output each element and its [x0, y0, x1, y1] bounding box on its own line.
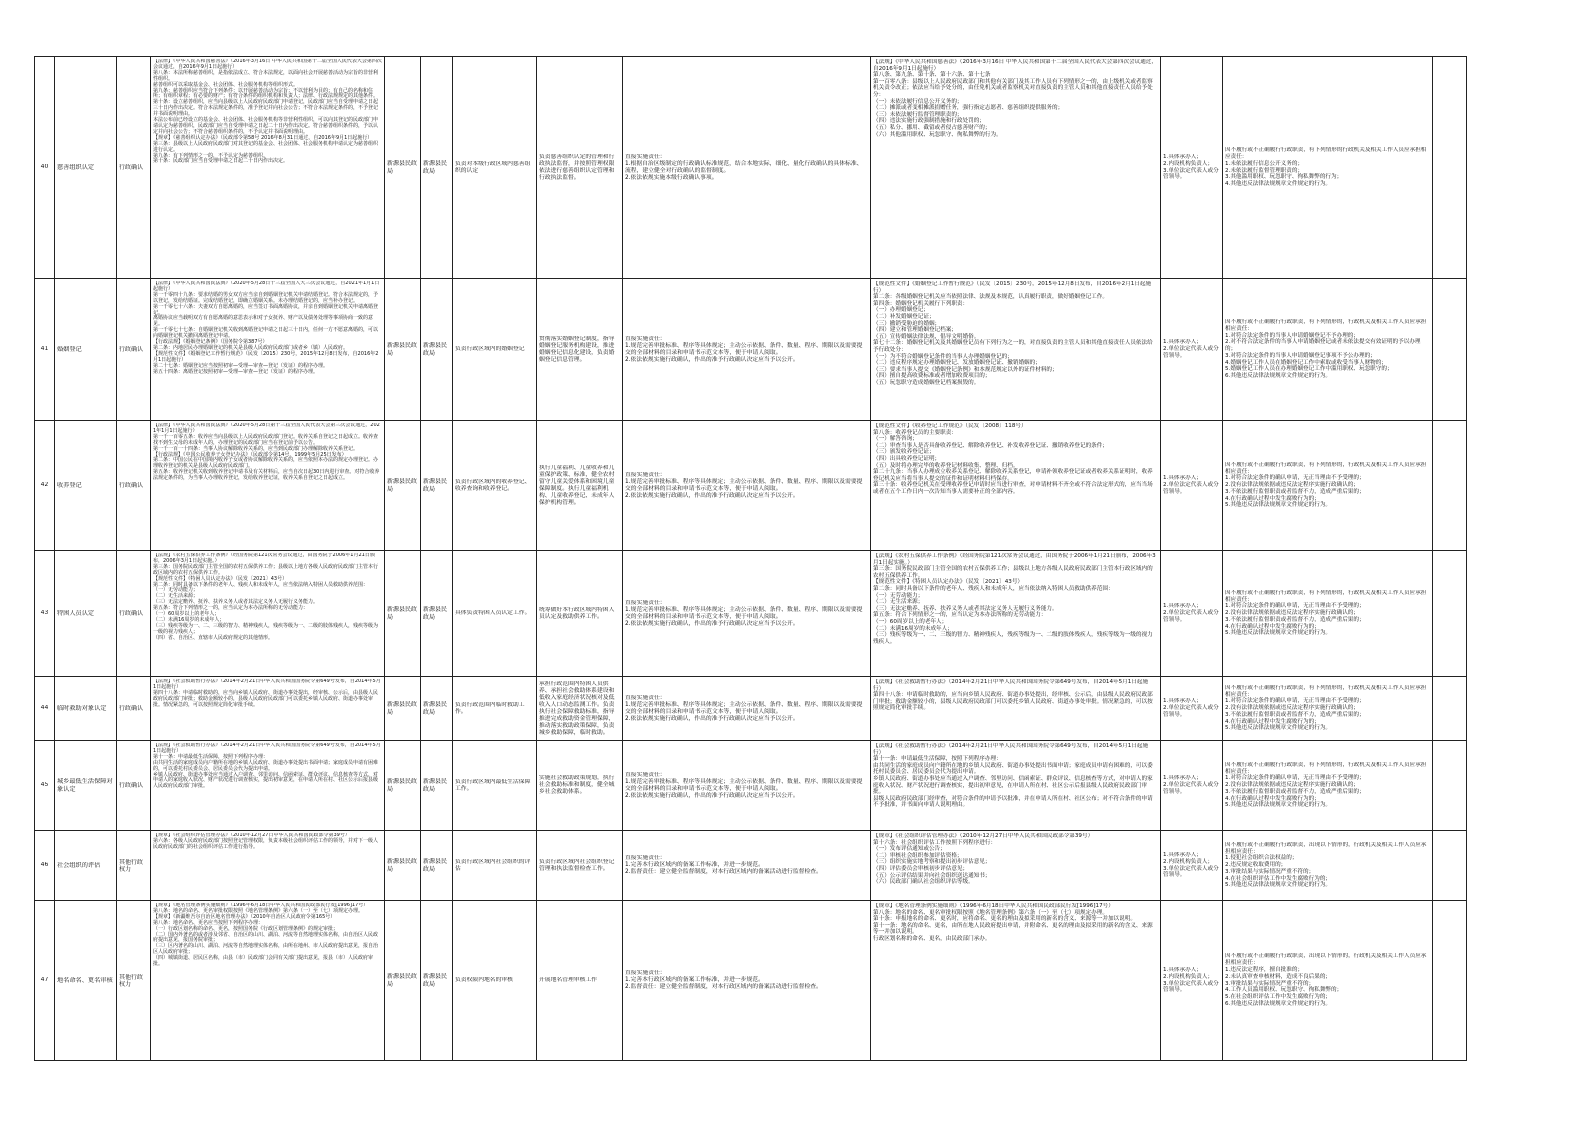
duty-scope — [453, 279, 537, 421]
responsibility-items — [623, 279, 871, 421]
accountability-basis — [871, 831, 1161, 901]
item-type — [117, 551, 151, 677]
duty-scope-text: 负责行政区域内社会组织的评估 — [455, 858, 531, 872]
responsible-persons-text: 1.具体承办人； 2.单位法定代表人或分管领导。 — [1163, 339, 1219, 359]
responsible-persons-text: 1.具体承办人； 2.内设机构负责人； 3.单位法定代表人或分管领导。 — [1163, 966, 1219, 994]
duty-scope-text: 负责行政区域内的婚姻登记 — [455, 346, 525, 352]
duty-content — [537, 279, 623, 421]
undertaking-department-text: 新源县民政局 — [423, 342, 448, 357]
duty-scope-text: 负责行政范围内临时救助工作。 — [455, 701, 525, 715]
implementing-subject — [385, 279, 421, 421]
responsible-persons — [1161, 279, 1223, 421]
undertaking-department-text: 新源县民政局 — [423, 478, 448, 493]
table-row — [35, 57, 1467, 279]
responsibility-items — [623, 677, 871, 741]
responsibility-items-text: 直接实施责任： 1.完善本行政区域内的备案工作标准，并进一步规范。 2.监督责任：建立健全监督制度，对本行政区域内的备案活动进行监督检查。 — [625, 855, 822, 875]
implementing-subject-text: 新源县民政局 — [387, 478, 418, 493]
responsible-persons — [1161, 421, 1223, 551]
responsibility-items-text: 直接实施责任： 1.规范完善审批标准、程序等具体规定；主动公示依据、条件、数量、程序、期限以及需要提交的全部材料的目录和申请书示范文本等，便于申请人阅取。 2.依法依规实施行政确认，作出的准予行政确认决定应当予以公开。 — [625, 771, 863, 799]
duty-scope — [453, 831, 537, 901]
item-name-text: 慈善组织认定 — [57, 163, 95, 171]
implementing-subject — [385, 57, 421, 279]
duty-scope — [453, 421, 537, 551]
implementing-subject — [385, 421, 421, 551]
table-row — [35, 901, 1467, 1061]
responsible-persons-text: 1.具体承办人； 2.内设机构负责人； 3.单位法定代表人或分管领导。 — [1163, 153, 1219, 181]
accountability-situations-text: 因不履行或不正确履行行政职责，出现以下情形的，行政机关及相关工作人员应承担相应责任： 1.侵犯社会组织合法权益的； 2.违反规定收取费用的； 3.审批结果与实际情况严重不符的； 4.在社会组织评估工作中发生腐败行为的； 5.其他违反法律法规规章文件规定的行为。 — [1225, 841, 1427, 889]
item-type-text: 其他行政权力 — [119, 973, 144, 988]
undertaking-department — [421, 279, 453, 421]
duty-scope — [453, 677, 537, 741]
responsible-persons — [1161, 901, 1223, 1061]
legal-basis-text — [151, 551, 385, 677]
item-name — [55, 831, 117, 901]
remarks-cell — [1433, 677, 1467, 741]
accountability-basis-text: 【规范性文件】《收养登记工作规范》（民发〔2008〕118号） 第八条：收养登记员的主要职责： （一）解答咨询； （二）审查当事人是否具备收养登记、解除收养登记、补发收养登记证、撤销收养登记的条件； （三）颁发收养登记证； （四）出具收养登记证明； （五）及时将办理完毕的收养登记材料收集、整理、归档。 第二十九条：当事人办理成立收养关系登记、解除收养关系登记，申请补领收养登记证或者收养关系证明时，收养登记机关应当将当事人提交的证件和证明材料归档保存。 第三十条：收养登记机关在受理收养登记申请时应当进行审查，对申请材料不齐全或不符合法定形式的，应当当场或者在五个工作日内一次告知当事人需要补正的全部内容。 — [873, 423, 1153, 495]
row-number-text: 42 — [40, 482, 49, 489]
item-type — [117, 57, 151, 279]
table-row — [35, 421, 1467, 551]
accountability-basis-text: 【法规】《社会救助暂行办法》（2014年2月21日中华人民共和国国务院令第649号发布，自2014年5月1日起施行） 第十一条：申请最低生活保障，按照下列程序办理： 由共同生活的家庭成员向户籍所在地的乡镇人民政府、街道办事处提出书面申请；家庭成员申请有困难的，可以委托村民委员会、居民委员会代为提出申请。 乡镇人民政府、街道办事处应当通过入户调查、邻里访问、信函索证、群众评议、信息核查等方式，对申请人的家庭收入状况、财产状况进行调查核实，提出初审意见，在申请人所在村、社区公示后报县级人民政府民政部门审批。 县级人民政府民政部门经审查，对符合条件的申请予以批准，并在申请人所在村、社区公布；对不符合条件的申请不予批准，并书面向申请人说明理由。 — [873, 743, 1153, 809]
implementing-subject-text: 新源县民政局 — [387, 858, 418, 873]
item-type-text: 行政确认 — [119, 482, 144, 489]
accountability-situations — [1223, 279, 1433, 421]
implementing-subject — [385, 741, 421, 831]
responsibility-items — [623, 741, 871, 831]
accountability-basis-text: 【规章】《社会组织评估管理办法》（2010年12月27日中华人民共和国民政部令第39号） 第十六条：社会组织评估工作按照下列程序进行： （一）发布评估通知或公告； （二）审核社会组织参加评估资格； （三）组织实施实地考察和提出初步评估意见； （四）评估委员会审核初步评估意见； （五）公示评估结果并向社会组织送达通知书； （六）民政部门确认社会组织评估等级。 — [873, 833, 1094, 886]
undertaking-department — [421, 831, 453, 901]
item-type — [117, 421, 151, 551]
legal-basis-text-text: 【法规】《农村五保供养工作条例》（经国务院第121次常务会议通过，由国务院于2006年1月21日颁布，2006年3月1日起实施。） 第三条：国务院民政部门主管全国的农村五保供养工作；县级以上地方各级人民政府民政部门主管本行政区域内的农村五保供养工作。 【规范性文件】《特困人员认定办法》（民发〔2021〕43号） 第二条：同时具备以下条件的老年人、残疾人和未成年人，应当依法纳入特困人员救助供养范围： （一）无劳动能力； （二）无生活来源； （三）无法定赡养、抚养、扶养义务人或者其法定义务人无履行义务能力。 第五条：符合下列情形之一的，应当认定为本办法所称的无劳动能力： （一）60周岁以上的老年人； （二）未满16周岁的未成年人； （三）残疾等级为一、二、三级的智力、精神残疾人，残疾等级为一、二级的肢体残疾人，残疾等级为一级的视力残疾人； （四）省、自治区、直辖市人民政府规定的其他情形。 — [153, 553, 379, 641]
responsible-persons-text: 1.具体承办人； 2.单位法定代表人或分管领导。 — [1163, 475, 1219, 495]
item-name — [55, 677, 117, 741]
item-type-text: 行政确认 — [119, 782, 144, 789]
item-name-text: 临时救助对象认定 — [57, 704, 107, 712]
undertaking-department-text: 新源县民政局 — [423, 160, 448, 175]
duty-scope-text: 负责对本级行政区域内慈善组织的认定 — [455, 160, 531, 174]
responsible-persons-text: 1.具体承办人； 2.单位法定代表人或分管领导。 — [1163, 603, 1219, 623]
accountability-basis — [871, 279, 1161, 421]
accountability-situations — [1223, 831, 1433, 901]
undertaking-department-text: 新源县民政局 — [423, 778, 448, 793]
legal-basis-text-text: 【法律】《中华人民共和国慈善法》（2016年3月16日 中华人民共和国第十二届全国人民代表大会第四次会议通过，自2016年9月1日起施行） 第八条：本法所称慈善组织，是指依法成立、符合本法规定，以面向社会开展慈善活动为宗旨的非营利性组织。 慈善组织可以采取基金会、社会团体、社会服务机构等组织形式。 第九条：慈善组织应当符合下列条件：以开展慈善活动为宗旨；不以营利为目的；有自己的名称和住所；有组织章程；有必要的财产；有符合条件的组织机构和负责人；法律、行政法规规定的其他条件。 第十条：设立慈善组织，应当向县级以上人民政府民政部门申请登记，民政部门应当自受理申请之日起三十日内作出决定。符合本法规定条件的，准予登记并向社会公告；不符合本法规定条件的，不予登记并书面说明理由。 本法公布前已经设立的基金会、社会团体、社会服务机构等非营利性组织，可以向其登记的民政部门申请认定为慈善组织，民政部门应当自受理申请之日起二十日内作出决定。符合慈善组织条件的，予以认定并向社会公告；不符合慈善组织条件的，不予认定并书面说明理由。 【规章】《慈善组织认定办法》（民政部令第58号 2016年8月31日通过，自2016年9月1日起施行） 第三条：县级以上人民政府民政部门对其登记的基金会、社会团体、社会服务机构申请认定为慈善组织进行认定。 第九条：有下列情形之一的，不予认定为慈善组织。 第十条：民政部门应当自受理申请之日起二十日内作出决定。 — [153, 59, 382, 165]
undertaking-department — [421, 677, 453, 741]
responsible-persons — [1161, 57, 1223, 279]
remarks-cell — [1433, 421, 1467, 551]
responsible-persons — [1161, 677, 1223, 741]
accountability-basis — [871, 677, 1161, 741]
responsible-persons — [1161, 741, 1223, 831]
duty-content — [537, 901, 623, 1061]
duty-scope — [453, 57, 537, 279]
legal-basis-text-text: 【规章】《地名管理条例实施细则》（1996年6月18日中华人民共和国民政部民行发[1996]17号） 第八条：地名的命名、更名审批权限按照《地名管理条例》第六条（一）至（七）项规定办理。 【规章】《新疆维吾尔自治区地名管理办法》（2010年自治区人民政府令第165号） 第八条：地名命名、更名应当按照下列程序办理： （一）行政区划名称的命名、更名，按照国务院《行政区划管理条例》的规定审批； （二）国内外著名的或者涉及邻省、自治区的山川、湖泊、河流等自然地理实体名称，由自治区人民政府提出意见，报国务院审批； （三）区内著名的山川、湖泊、河流等自然地理实体名称，由所在地州、市人民政府提出意见，报自治区人民政府审批； （四）城镇街道、居民区名称，由县（市）民政部门会同有关部门提出意见，报县（市）人民政府审批。 — [153, 903, 379, 968]
duty-content — [537, 677, 623, 741]
accountability-situations — [1223, 421, 1433, 551]
undertaking-department-text: 新源县民政局 — [423, 973, 448, 988]
responsible-persons — [1161, 831, 1223, 901]
accountability-situations-text: 因不履行或不正确履行行政职责，出现以下情形的，行政机关及相关工作人员应承担相应责任： 1.违反法定程序，擅自批准的； 2.未认真审查申核材料，造成不良后果的； 3.审批结果与实际情况严重不符的； 4.工作人员滥用职权、玩忽职守、徇私舞弊的； 5.在社会组织评估工作中发生腐败行为的； 6.其他违反法律法规规章文件规定的行为。 — [1225, 953, 1427, 1007]
accountability-situations — [1223, 551, 1433, 677]
legal-basis-text — [151, 831, 385, 901]
row-number — [35, 831, 55, 901]
duty-content — [537, 741, 623, 831]
undertaking-department-text: 新源县民政局 — [423, 858, 448, 873]
item-type — [117, 831, 151, 901]
item-name-text: 收养登记 — [57, 481, 82, 489]
undertaking-department-text: 新源县民政局 — [423, 701, 448, 716]
duty-scope — [453, 901, 537, 1061]
implementing-subject — [385, 677, 421, 741]
accountability-basis-text: 【法规】《农村五保供养工作条例》（经国务院第121次常务会议通过，由国务院于2006年1月21日颁布，2006年3月1日起实施。） 第三条：国务院民政部门主管全国的农村五保供养工作；县级以上地方各级人民政府民政部门主管本行政区域内的农村五保供养工作。 【规范性文件】《特困人员认定办法》（民发〔2021〕43号） 第二条：同时具备以下条件的老年人、残疾人和未成年人，应当依法纳入特困人员救助供养范围： （一）无劳动能力； （二）无生活来源； （三）无法定赡养、抚养、扶养义务人或者其法定义务人无履行义务能力。 第五条：符合下列情形之一的，应当认定为本办法所称的无劳动能力： （一）60周岁以上的老年人； （二）未满16周岁的未成年人； （三）残疾等级为一、二、三级的智力、精神残疾人，残疾等级为一、二级的肢体残疾人，残疾等级为一级的视力残疾人。 — [873, 553, 1156, 645]
duty-content — [537, 57, 623, 279]
accountability-situations — [1223, 901, 1433, 1061]
duty-content-text: 开展地名管理审核工作 — [539, 977, 597, 983]
responsible-persons-text: 1.具体承办人； 2.内设机构负责人； 3.单位法定代表人或分管领导。 — [1163, 851, 1219, 879]
item-name — [55, 741, 117, 831]
legal-basis-text — [151, 421, 385, 551]
item-type — [117, 741, 151, 831]
implementing-subject — [385, 901, 421, 1061]
row-number-text: 44 — [40, 705, 49, 712]
implementing-subject — [385, 831, 421, 901]
row-number-text: 46 — [40, 862, 49, 869]
implementing-subject-text: 新源县民政局 — [387, 160, 418, 175]
legal-basis-text-text: 【法规】《社会救助暂行办法》（2014年2月21日中华人民共和国国务院令第649号发布，自2014年5月1日起施行） 第十一条：申请最低生活保障，按照下列程序办理： 由共同生活的家庭成员向户籍所在地的乡镇人民政府、街道办事处提出书面申请；家庭成员申请有困难的，可以委托村民委员会、居民委员会代为提出申请。 乡镇人民政府、街道办事处应当通过入户调查、邻里访问、信函索证、群众评议、信息核查等方式，对申请人的家庭收入状况、财产状况进行调查核实，提出初审意见，在申请人所在村、社区公示后报县级人民政府民政部门审批。 — [153, 743, 381, 790]
responsibility-items-text: 直接实施责任： 1.规范完善审批标准、程序等具体规定；主动公示依据、条件、数量、程序、期限以及需要提交的全部材料的目录和申请书示范文本等，便于申请人阅取。 2.依法依规实施行政确认，作出的准予行政确认决定应当予以公开。 — [625, 471, 863, 499]
implementing-subject-text: 新源县民政局 — [387, 701, 418, 716]
undertaking-department — [421, 421, 453, 551]
accountability-situations-text: 因不履行或不正确履行行政职责，有下列情形的，行政机关及相关工作人员应承担相应责任： 1.对符合法定条件的确认申请，无正当理由不予受理的； 2.没有法律法规依据或违反法定程序实施行政确认的； 3.不依法履行监督职责或者监督不力，造成严重后果的； 4.在行政确认过程中发生腐败行为的； 5.其他违反法律法规规章文件规定的行为。 — [1225, 761, 1427, 809]
legal-basis-text — [151, 741, 385, 831]
legal-basis-text-text: 【法律】《中华人民共和国民法典》（2020年5月28日第十三届全国人民代表大会第三次会议通过，2021年1月1日起施行） 第一千一百零五条：收养应当向县级以上人民政府民政部门登记。收养关系自登记之日起成立。收养查找不到生父母的未成年人的，办理登记的民政部门应当在登记前予以公告。 第一千一百一十四条：当事人协议解除收养关系的，应当到民政部门办理解除收养关系登记。 【行政法规】《中国公民收养子女登记办法》（民政部令第14号，1999年5月25日发布） 第二条：中国公民在中国境内收养子女或者协议解除收养关系的，应当依照本办法的规定办理登记。办理收养登记的机关是县级人民政府民政部门。 第五条：收养登记机关收到收养登记申请书及有关材料后，应当自次日起30日内进行审查。对符合收养法规定条件的，为当事人办理收养登记，发给收养登记证，收养关系自登记之日起成立。 — [153, 423, 380, 482]
responsibility-items — [623, 421, 871, 551]
duty-content-text: 负责行政区域内社会组织登记管理和执法监督检查工作。 — [539, 858, 615, 872]
table-row — [35, 551, 1467, 677]
row-number-text: 40 — [40, 164, 49, 171]
duty-content — [537, 831, 623, 901]
row-number — [35, 901, 55, 1061]
duty-content-text: 统筹做好本行政区域内特困人员认定及救助供养工作。 — [539, 606, 615, 620]
responsibility-items — [623, 551, 871, 677]
table-row — [35, 677, 1467, 741]
accountability-basis — [871, 741, 1161, 831]
legal-basis-text — [151, 677, 385, 741]
legal-basis-text — [151, 901, 385, 1061]
accountability-situations-text: 因不履行或不正确履行行政职责，有下列情形的，行政机关及相关工作人员应承担相应责任： 1.对符合法定条件的当事人申请婚姻登记不予办理的； 2.对不符合法定条件的当事人申请婚姻登记或者未依法提交有效证明的予以办理的； 3.对符合法定条件的当事人申请婚姻登记事项不予公办理的； 4.婚姻登记工作人员在婚姻登记工作中索取或收受当事人财物的； 5.婚姻登记工作人员在办理婚姻登记工作中滥用职权、玩忽职守的； 6.其他违反法律法规规章文件规定的行为。 — [1225, 318, 1427, 380]
undertaking-department — [421, 57, 453, 279]
item-name-text: 地名命名、更名审核 — [57, 976, 113, 984]
responsibility-items — [623, 901, 871, 1061]
responsibility-items-text: 直接实施责任： 1.规范完善审批标准、程序等具体规定；主动公示依据、条件、数量、程序、期限以及需要提交的全部材料的目录和申请书示范文本等，便于申请人阅取。 2.依法依规实施行政确认，作出的准予行政确认决定应当予以公开。 — [625, 599, 863, 627]
legal-basis-text-text: 【法规】《社会救助暂行办法》（2014年2月21日中华人民共和国国务院令第649号发布，自2014年5月1日起施行） 第四十八条：申请临时救助的，应当向乡镇人民政府、街道办事处提出，经审核、公示后，由县级人民政府民政部门审批；救助金额较小的，县级人民政府民政部门可以委托乡镇人民政府、街道办事处审批。情况紧急的，可以按照规定简化审批手续。 — [153, 679, 381, 708]
undertaking-department — [421, 901, 453, 1061]
duty-content-text: 执行儿童福利、儿童收养和儿童保护政策、标准，健全农村留守儿童关爱体系和困境儿童保障制度。执行儿童福利机构、儿童收养登记、未成年人保护机构管理。 — [539, 464, 615, 506]
responsible-persons-text: 1.具体承办人； 2.单位法定代表人或分管领导。 — [1163, 698, 1219, 718]
remarks-cell — [1433, 741, 1467, 831]
accountability-situations-text: 因不履行或不正确履行行政职责，有下列情形的，行政机关及相关工作人员应承担相应责任： 1.对符合法定条件的确认申请，无正当理由不予受理的； 2.没有法律法规依据或违反法定程序实施行政确认的； 3.不依法履行监督职责或者监督不力，造成严重后果的； 4.在行政确认过程中发生腐败行为的； 5.其他违反法律法规规章文件规定的行为。 — [1225, 589, 1427, 637]
row-number — [35, 279, 55, 421]
duty-content-text: 实施社会救助政策规划，执行社会救助标准和制度，健全城乡社会救助体系。 — [539, 775, 615, 795]
item-type — [117, 279, 151, 421]
table-row — [35, 831, 1467, 901]
row-number-text: 43 — [40, 610, 49, 617]
duty-list-table — [34, 56, 1467, 1061]
legal-basis-text — [151, 279, 385, 421]
item-name-text: 特困人员认定 — [57, 609, 95, 617]
legal-basis-text-text: 【规章】《社会组织评估管理办法》（2010年12月27日中华人民共和国民政部令第39号） 第六条：各级人民政府民政部门按照登记管理权限，负责本级社会组织评估工作的领导，并对下一级人民政府民政部门的社会组织评估工作进行指导。 — [153, 833, 379, 850]
accountability-basis-text: 【规范性文件】《婚姻登记工作暂行规范》（民发〔2015〕230号，2015年12月8日发布，自2016年2月1日起施行） 第二条：各级婚姻登记机关应当依照法律、法规及本规范，认真履行职责，做好婚姻登记工作。 第四条：婚姻登记机关履行下列职责： （一）办理婚姻登记； （二）补发婚姻登记证； （三）撤销受胁迫的婚姻； （四）建立和管理婚姻登记档案； （五）宣传婚姻法律法规，倡导文明婚俗。 第七十二条：婚姻登记机关及其婚姻登记员有下列行为之一的，对直接负责的主管人员和其他直接责任人员依法给予行政处分： （一）为不符合婚姻登记条件的当事人办理婚姻登记的； （二）违反程序规定办理婚姻登记、发放婚姻登记证、撤销婚姻的； （三）要求当事人提交《婚姻登记条例》和本规范规定以外的证件材料的； （四）擅自提高收费标准或者增加收费项目的； （五）玩忽职守造成婚姻登记档案损毁的。 — [873, 281, 1153, 386]
remarks-cell — [1433, 831, 1467, 901]
legal-basis-text — [151, 57, 385, 279]
responsibility-items-text: 直接实施责任： 1.规范完善审批标准、程序等具体规定；主动公示依据、条件、数量、程序、期限以及需要提交的全部材料的目录和申请书示范文本等，便于申请人阅取。 2.依法依规实施行政确认，作出的准予行政确认决定应当予以公开。 — [625, 694, 863, 722]
row-number — [35, 551, 55, 677]
duty-scope-text: 具体负责特困人员认定工作。 — [455, 610, 531, 616]
undertaking-department — [421, 551, 453, 677]
responsible-persons-text: 1.具体承办人； 2.单位法定代表人或分管领导。 — [1163, 775, 1219, 795]
remarks-cell — [1433, 279, 1467, 421]
accountability-situations-text: 因不履行或不正确履行行政职责，有下列情形的，行政机关及相关工作人员应承担相应责任： 1.对符合法定条件的确认申请，无正当理由不予受理的； 2.没有法律法规依据或违反法定程序实施行政确认的； 3.不依法履行监督职责或者监督不力，造成严重后果的； 4.在行政确认过程中发生腐败行为的； 5.其他违反法律法规规章文件规定的行为。 — [1225, 684, 1427, 732]
table-row — [35, 741, 1467, 831]
item-name — [55, 901, 117, 1061]
item-name-text: 城乡最低生活保障对象认定 — [57, 778, 113, 793]
implementing-subject-text: 新源县民政局 — [387, 342, 418, 357]
item-type-text: 行政确认 — [119, 164, 144, 171]
row-number — [35, 421, 55, 551]
remarks-cell — [1433, 57, 1467, 279]
item-type-text: 行政确认 — [119, 705, 144, 712]
row-number-text: 45 — [40, 782, 49, 789]
implementing-subject-text: 新源县民政局 — [387, 606, 418, 621]
duty-scope-text: 负责行政区域内的收养登记、收养查询和收养登记。 — [455, 478, 531, 492]
accountability-situations — [1223, 677, 1433, 741]
row-number-text: 47 — [40, 977, 49, 984]
responsibility-items — [623, 831, 871, 901]
accountability-basis — [871, 901, 1161, 1061]
item-type — [117, 901, 151, 1061]
duty-scope-text: 负责行政区域内最低生活保障工作。 — [455, 778, 531, 792]
accountability-situations — [1223, 741, 1433, 831]
accountability-situations — [1223, 57, 1433, 279]
implementing-subject-text: 新源县民政局 — [387, 973, 418, 988]
duty-content — [537, 421, 623, 551]
accountability-situations-text: 因不履行或不正确履行行政职责，有下列情形的行政机关及相关工作人员应承担相应责任： 1.未依法履行信息公开义务的； 2.未依法履行监督管理职责的； 3.其他滥用职权、玩忽职守、徇私舞弊的行为； 4.其他违反法律法规规章文件规定的行为。 — [1225, 147, 1427, 188]
item-name-text: 社会组织的评估 — [57, 861, 101, 869]
row-number — [35, 57, 55, 279]
item-name — [55, 421, 117, 551]
duty-content — [537, 551, 623, 677]
item-name-text: 婚姻登记 — [57, 345, 82, 353]
item-name — [55, 57, 117, 279]
accountability-basis — [871, 421, 1161, 551]
duty-scope — [453, 741, 537, 831]
row-number — [35, 741, 55, 831]
accountability-basis-text: 【法规】《中华人民共和国慈善法》（2016年3月16日 中华人民共和国第十二届全国人民代表大会第四次会议通过，自2016年9月1日起施行） 第八条、第九条、第十条、第十六条、第十七条 第一百零八条：县级以上人民政府民政部门和其他有关部门及其工作人员有下列情形之一的，由上级机关或者监察机关责令改正；依法应当给予处分的，由任免机关或者监察机关对直接负责的主管人员和其他直接责任人员给予处分： （一）未依法履行信息公开义务的； （二）摊派或者变相摊派捐赠任务，强行指定志愿者、慈善组织提供服务的； （三）未依法履行监督管理职责的； （四）违法实施行政强制措施和行政处罚的； （五）私分、挪用、截留或者侵占慈善财产的； （六）其他滥用职权、玩忽职守、徇私舞弊的行为。 — [873, 59, 1157, 138]
legal-basis-text-text: 【法律】《中华人民共和国民法典》（2020年5月28日十三届全国人大三次会议通过，自2021年1月1日起施行） 第一千零四十九条：要求结婚的男女双方应当亲自到婚姻登记机关申请结婚登记。符合本法规定的，予以登记，发给结婚证。完成结婚登记，即确立婚姻关系。未办理结婚登记的，应当补办登记。 第一千零七十六条：夫妻双方自愿离婚的，应当签订书面离婚协议，并亲自到婚姻登记机关申请离婚登记。 离婚协议应当载明双方有自愿离婚的意思表示和对子女抚养、财产以及债务处理等事项协商一致的意见。 第一千零七十七条：自婚姻登记机关收到离婚登记申请之日起三十日内，任何一方不愿意离婚的，可以向婚姻登记机关撤回离婚登记申请。 【行政法规】《婚姻登记条例》（国务院令第387号） 第二条：内地居民办理婚姻登记的机关是县级人民政府民政部门或者乡（镇）人民政府。 【规范性文件】《婚姻登记工作暂行规范》（民发〔2015〕230号，2015年12月8日发布，自2016年2月1日起施行） 第二十七条：婚姻登记应当按照初审—受理—审查—登记（发证）的程序办理。 第五十四条：离婚登记按照初审—受理—审查—登记（发证）的程序办理。 — [153, 281, 380, 375]
item-type-text: 行政确认 — [119, 346, 144, 353]
accountability-basis-text: 【法规】《社会救助暂行办法》（2014年2月21日中华人民共和国国务院令第649号发布，自2014年5月1日起施行） 第四十八条：申请临时救助的，应当向乡镇人民政府、街道办事处提出，经审核、公示后，由县级人民政府民政部门审批；救助金额较小的，县级人民政府民政部门可以委托乡镇人民政府、街道办事处审批。情况紧急的，可以按照规定简化审批手续。 — [873, 679, 1153, 712]
item-type — [117, 677, 151, 741]
remarks-cell — [1433, 901, 1467, 1061]
duty-content-text: 负责慈善组织认定的管理和行政执法监督，并按照管理权限依法进行慈善组织认定管理和行政执法监督。 — [539, 153, 615, 181]
duty-scope-text: 负责权限内地名的审核 — [455, 977, 513, 983]
item-type-text: 行政确认 — [119, 610, 144, 617]
accountability-basis — [871, 57, 1161, 279]
table-row — [35, 279, 1467, 421]
responsibility-items-text: 直接实施责任： 1.规范完善审批标准、程序等具体规定；主动公示依据、条件、数量、程序、期限以及需要提交的全部材料的目录和申请书示范文本等，便于申请人阅取。 2.依法依规实施行政确认，作出的准予行政确认决定应当予以公开。 — [625, 335, 863, 363]
accountability-basis-text: 【规章】《地名管理条例实施细则》（1996年6月18日中华人民共和国民政部民行发[1996]17号） 第八条：地名的命名、更名审批权限按照《地名管理条例》第六条（一）至（七）项规定办理。 第十条：申报地名的命名、更名时，应将命名、更名的理由及拟采用的新名的含义、来源等一并加以说明。 第十一条：地名的命名、更名，由所在地人民政府提出申请，并附命名、更名的理由及拟采用的新名的含义、来源等一并加以说明。 行政区划名称的命名、更名，由民政部门承办。 — [873, 903, 1153, 942]
duty-scope — [453, 551, 537, 677]
undertaking-department — [421, 741, 453, 831]
responsibility-items-text: 直接实施责任： 1.根据自治区级制定的行政确认标准规范，结合本地实际，细化、量化行政确认的具体标准、流程，建立健全对行政确认的监督制度。 2.依法依规实施本级行政确认事项。 — [625, 153, 863, 181]
responsible-persons — [1161, 551, 1223, 677]
item-name — [55, 279, 117, 421]
row-number-text: 41 — [40, 346, 49, 353]
implementing-subject-text: 新源县民政局 — [387, 778, 418, 793]
accountability-situations-text: 因不履行或不正确履行行政职责，有下列情形的，行政机关及相关工作人员应承担相应责任： 1.对符合法定条件的确认申请，无正当理由不予受理的； 2.没有法律法规依据或违反法定程序实施行政确认的； 3.不依法履行监督职责或者监督不力，造成严重后果的； 4.在行政确认过程中发生腐败行为的； 5.其他违反法律法规规章文件规定的行为。 — [1225, 461, 1427, 509]
duty-content-text: 贯彻落实婚姻登记制度，指导婚姻登记服务机构建设，推进婚姻登记信息化建设，负责婚姻登记信息管理。 — [539, 335, 615, 363]
row-number — [35, 677, 55, 741]
accountability-basis — [871, 551, 1161, 677]
duty-content-text: 承担行政范围内特困人员供养、承担社会救助体系建设和低收入家庭经济状况核对及低收入人口动态监测工作。负责执行社会保障救助标准，指导推进完成救助资金管理保障，推动落实救助政策保障，负责城乡救助保障，临时救助。 — [539, 680, 615, 736]
remarks-cell — [1433, 551, 1467, 677]
implementing-subject — [385, 551, 421, 677]
responsibility-items — [623, 57, 871, 279]
item-type-text: 其他行政权力 — [119, 858, 144, 873]
item-name — [55, 551, 117, 677]
responsibility-items-text: 直接实施责任： 1.完善本行政区域内的备案工作标准，并进一步规范。 2.监督责任：建立健全监督制度，对本行政区域内的备案活动进行监督检查。 — [625, 970, 822, 990]
undertaking-department-text: 新源县民政局 — [423, 606, 448, 621]
